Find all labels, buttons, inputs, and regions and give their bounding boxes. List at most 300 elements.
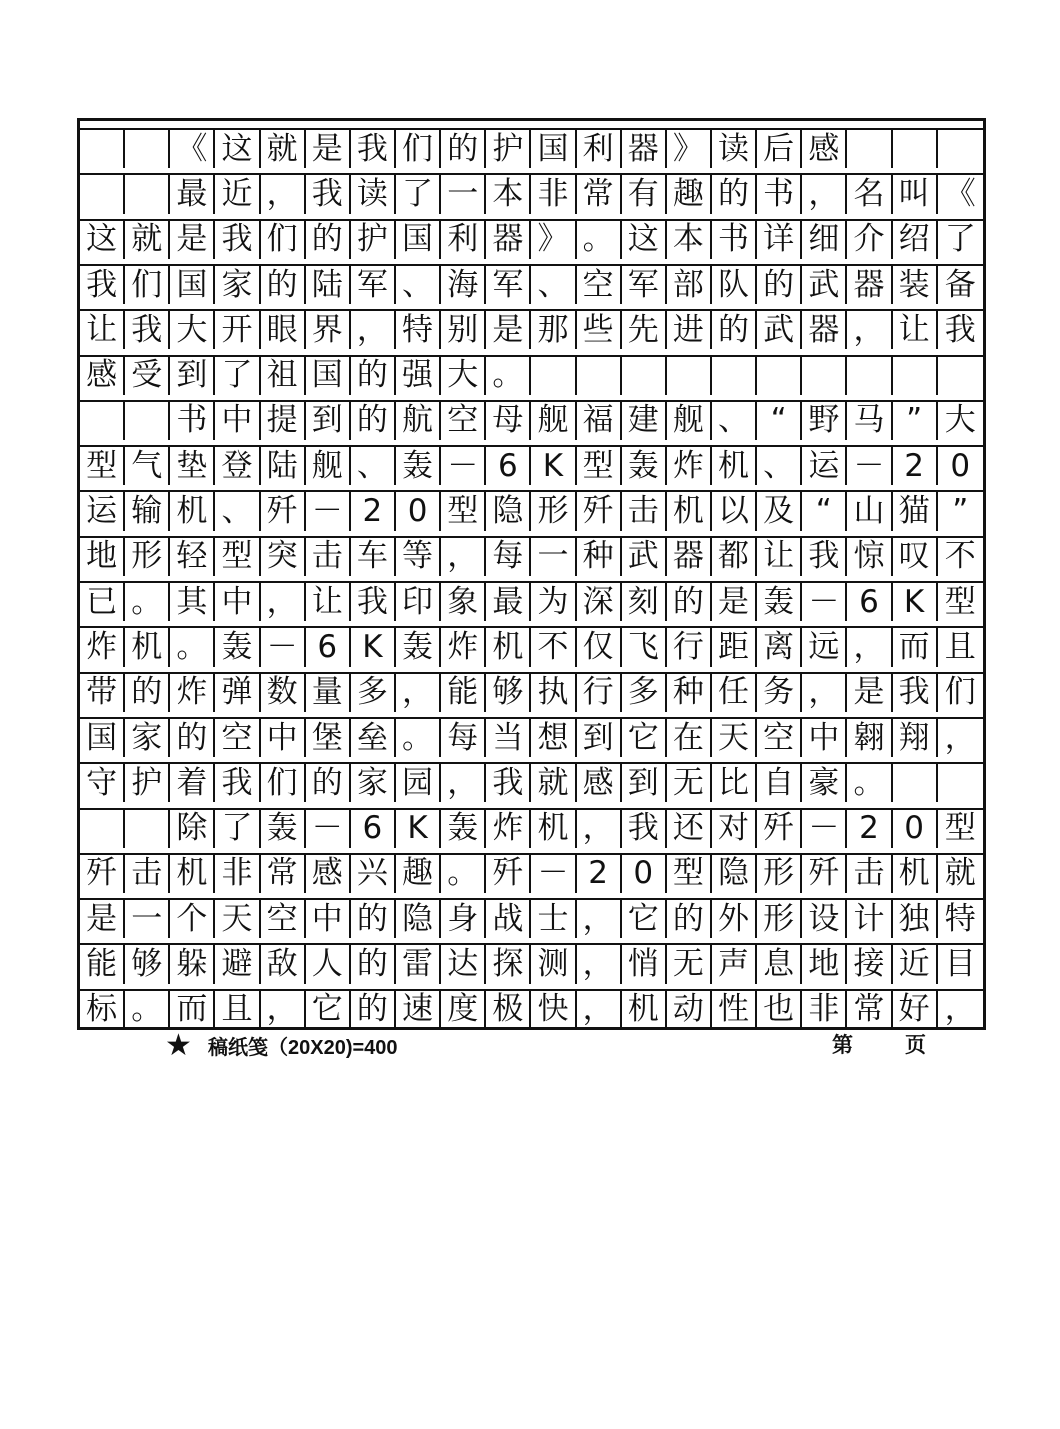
grid-cell: 歼 bbox=[261, 492, 306, 530]
grid-cell: ” bbox=[952, 493, 969, 530]
grid-cell: 国 bbox=[170, 266, 215, 304]
grid-cell: K bbox=[531, 447, 576, 485]
grid-cell: 象 bbox=[441, 583, 486, 621]
grid-cell bbox=[622, 357, 667, 395]
grid-cell: ， bbox=[577, 810, 622, 848]
grid-cell: 翔 bbox=[893, 719, 938, 757]
grid-cell: 近 bbox=[215, 175, 260, 213]
grid-row-cells bbox=[80, 581, 983, 621]
grid-cell: 兴 bbox=[351, 855, 396, 893]
grid-cell: 武 bbox=[757, 311, 802, 349]
grid-row bbox=[80, 121, 983, 166]
grid-cell: 它 bbox=[622, 900, 667, 938]
grid-cell: 士 bbox=[531, 900, 576, 938]
grid-row-cells bbox=[80, 717, 983, 757]
grid-cell: 人 bbox=[306, 945, 351, 983]
grid-cell: 国 bbox=[306, 357, 351, 395]
grid-cell: 堡 bbox=[306, 719, 351, 757]
grid-cell: 轰 bbox=[757, 583, 802, 621]
grid-row bbox=[80, 212, 983, 257]
grid-cell: 航 bbox=[396, 402, 441, 440]
grid-cell: 。 bbox=[441, 855, 486, 893]
grid-cell: 中 bbox=[261, 719, 306, 757]
grid-cell: 让 bbox=[757, 538, 802, 576]
grid-cell: 国 bbox=[531, 130, 576, 168]
grid-cell: 天 bbox=[712, 719, 757, 757]
grid-cell: 些 bbox=[577, 311, 622, 349]
grid-cell: 能 bbox=[441, 674, 486, 712]
grid-cell: 我 bbox=[802, 538, 847, 576]
grid-cell: 战 bbox=[486, 900, 531, 938]
grid-cell: 形 bbox=[531, 492, 576, 530]
grid-cell: 我 bbox=[306, 175, 351, 213]
grid-cell: 不 bbox=[531, 628, 576, 666]
grid-cell: 让 bbox=[306, 583, 351, 621]
grid-row bbox=[80, 665, 983, 710]
grid-cell: 歼 bbox=[757, 810, 802, 848]
grid-cell: 、 bbox=[531, 266, 576, 304]
grid-cell: 了 bbox=[215, 810, 260, 848]
grid-cell: 《 bbox=[170, 130, 215, 168]
grid-cell: 后 bbox=[757, 130, 802, 168]
grid-cell: 我 bbox=[80, 266, 125, 304]
grid-cell: 中 bbox=[215, 583, 260, 621]
grid-cell bbox=[80, 402, 125, 440]
grid-cell: 等 bbox=[396, 538, 441, 576]
grid-cell: 是 bbox=[306, 130, 351, 168]
grid-cell: 器 bbox=[486, 221, 531, 259]
grid-cell: 击 bbox=[125, 855, 170, 893]
grid-cell: 。 bbox=[170, 628, 215, 666]
grid-cell: 不 bbox=[944, 538, 976, 575]
grid-cell: 眼 bbox=[261, 311, 306, 349]
grid-cell bbox=[80, 130, 125, 168]
grid-row-cells bbox=[80, 173, 983, 213]
grid-row-cells bbox=[80, 309, 983, 349]
grid-cell: 非 bbox=[531, 175, 576, 213]
grid-row bbox=[80, 755, 983, 800]
grid-cell: 母 bbox=[486, 402, 531, 440]
grid-cell: 距 bbox=[712, 628, 757, 666]
grid-cell bbox=[802, 357, 847, 395]
grid-cell: 豪 bbox=[802, 764, 847, 802]
grid-row-cells bbox=[80, 536, 983, 576]
grid-cell: 、 bbox=[396, 266, 441, 304]
grid-cell: 开 bbox=[215, 311, 260, 349]
grid-cell: 中 bbox=[802, 719, 847, 757]
grid-cell: 无 bbox=[667, 945, 712, 983]
grid-cell: 它 bbox=[306, 991, 351, 1029]
grid-cell: 当 bbox=[486, 719, 531, 757]
grid-row-cells bbox=[80, 355, 983, 395]
grid-cell: 0 bbox=[622, 855, 667, 893]
grid-cell: 是 bbox=[486, 311, 531, 349]
grid-cell: 6 bbox=[351, 810, 396, 848]
grid-cell: 的 bbox=[351, 900, 396, 938]
grid-cell: ， bbox=[351, 311, 396, 349]
grid-cell: 的 bbox=[757, 266, 802, 304]
grid-cell: 利 bbox=[577, 130, 622, 168]
grid-cell: 也 bbox=[757, 991, 802, 1029]
grid-cell: 我 bbox=[351, 130, 396, 168]
grid-cell: ， bbox=[261, 175, 306, 213]
grid-cell: 别 bbox=[441, 311, 486, 349]
grid-cell: 的 bbox=[351, 945, 396, 983]
grid-cell: 特 bbox=[944, 900, 976, 937]
grid-cell: 计 bbox=[847, 900, 892, 938]
grid-row-cells bbox=[80, 400, 983, 440]
grid-cell: “ bbox=[802, 492, 847, 530]
grid-cell: 守 bbox=[80, 764, 125, 802]
grid-cell: 让 bbox=[80, 311, 125, 349]
grid-cell bbox=[667, 357, 712, 395]
grid-cell: 而 bbox=[893, 628, 938, 666]
grid-cell: 器 bbox=[847, 266, 892, 304]
grid-cell bbox=[893, 130, 938, 168]
grid-cell: 及 bbox=[757, 492, 802, 530]
grid-row bbox=[80, 302, 983, 347]
page-label-di: 第 bbox=[832, 1033, 853, 1057]
grid-cell: 标 bbox=[80, 991, 125, 1029]
grid-cell: 突 bbox=[261, 538, 306, 576]
grid-cell: 独 bbox=[893, 900, 938, 938]
grid-cell: 家 bbox=[215, 266, 260, 304]
grid-cell: 的 bbox=[712, 311, 757, 349]
grid-cell: 务 bbox=[757, 674, 802, 712]
grid-cell: 机 bbox=[170, 855, 215, 893]
grid-cell: 舰 bbox=[531, 402, 576, 440]
grid-cell: 细 bbox=[802, 221, 847, 259]
grid-cell: 够 bbox=[486, 674, 531, 712]
grid-cell: 比 bbox=[712, 764, 757, 802]
grid-cell: 是 bbox=[712, 583, 757, 621]
grid-cell bbox=[125, 130, 170, 168]
grid-cell: 空 bbox=[215, 719, 260, 757]
grid-cell: 任 bbox=[712, 674, 757, 712]
grid-cell: 歼 bbox=[486, 855, 531, 893]
grid-cell: 空 bbox=[261, 900, 306, 938]
grid-cell bbox=[80, 175, 125, 213]
grid-cell: 躲 bbox=[170, 945, 215, 983]
grid-cell: － bbox=[306, 492, 351, 530]
grid-cell: 。 bbox=[577, 221, 622, 259]
grid-cell: 这 bbox=[622, 221, 667, 259]
grid-cell: 器 bbox=[802, 311, 847, 349]
grid-cell: ， bbox=[944, 719, 976, 756]
grid-cell: 这 bbox=[80, 221, 125, 259]
grid-cell: 大 bbox=[944, 402, 976, 439]
grid-row-cells bbox=[80, 128, 983, 168]
grid-cell: 每 bbox=[486, 538, 531, 576]
grid-cell: 《 bbox=[944, 175, 976, 212]
grid-cell: ， bbox=[261, 583, 306, 621]
grid-cell: 舰 bbox=[667, 402, 712, 440]
grid-cell: － bbox=[441, 447, 486, 485]
grid-cell: ， bbox=[577, 900, 622, 938]
grid-cell: 国 bbox=[396, 221, 441, 259]
grid-cell: 详 bbox=[757, 221, 802, 259]
grid-row bbox=[80, 710, 983, 755]
grid-cell: 武 bbox=[622, 538, 667, 576]
grid-cell: 读 bbox=[712, 130, 757, 168]
grid-cell: 的 bbox=[667, 583, 712, 621]
grid-cell: 2 bbox=[893, 447, 938, 485]
grid-cell: 量 bbox=[306, 674, 351, 712]
grid-cell bbox=[125, 810, 170, 848]
grid-cell: 仅 bbox=[577, 628, 622, 666]
grid-cell: 就 bbox=[944, 855, 976, 892]
grid-cell: 多 bbox=[622, 674, 667, 712]
grid-cell: 远 bbox=[802, 628, 847, 666]
star-icon: ★ bbox=[165, 1028, 192, 1063]
grid-cell bbox=[712, 357, 757, 395]
grid-cell: 垒 bbox=[351, 719, 396, 757]
grid-cell: 野 bbox=[802, 402, 847, 440]
grid-cell: 2 bbox=[847, 810, 892, 848]
grid-cell: 快 bbox=[531, 991, 576, 1029]
grid-cell: 是 bbox=[170, 221, 215, 259]
grid-cell: 轻 bbox=[170, 538, 215, 576]
grid-cell: 轰 bbox=[396, 628, 441, 666]
grid-cell: 天 bbox=[215, 900, 260, 938]
grid-cell: 最 bbox=[486, 583, 531, 621]
grid-cell: 0 bbox=[396, 492, 441, 530]
grid-cell: 轰 bbox=[441, 810, 486, 848]
grid-cell: 行 bbox=[577, 674, 622, 712]
grid-cell: 击 bbox=[622, 492, 667, 530]
grid-cell: 感 bbox=[306, 855, 351, 893]
grid-cell: 垫 bbox=[170, 447, 215, 485]
grid-cell: 空 bbox=[757, 719, 802, 757]
grid-cell: 有 bbox=[622, 175, 667, 213]
grid-cell: 近 bbox=[893, 945, 938, 983]
grid-cell: 先 bbox=[622, 311, 667, 349]
grid-cell: 型 bbox=[441, 492, 486, 530]
grid-cell: 而 bbox=[170, 991, 215, 1029]
grid-cell: 2 bbox=[577, 855, 622, 893]
grid-row-cells bbox=[80, 762, 983, 802]
grid-row-cells bbox=[80, 490, 983, 530]
grid-cell: 行 bbox=[667, 628, 712, 666]
grid-cell: 除 bbox=[170, 810, 215, 848]
grid-cell: ， bbox=[847, 311, 892, 349]
grid-cell: 建 bbox=[622, 402, 667, 440]
grid-cell: 机 bbox=[125, 628, 170, 666]
grid-cell: 是 bbox=[847, 674, 892, 712]
grid-cell: 就 bbox=[261, 130, 306, 168]
grid-cell: 炸 bbox=[667, 447, 712, 485]
grid-cell: 速 bbox=[396, 991, 441, 1029]
grid-cell: 大 bbox=[441, 357, 486, 395]
grid-cell: 就 bbox=[125, 221, 170, 259]
grid-cell: 轰 bbox=[622, 447, 667, 485]
grid-cell: 气 bbox=[125, 447, 170, 485]
grid-cell: 设 bbox=[802, 900, 847, 938]
grid-row bbox=[80, 846, 983, 891]
grid-cell: 隐 bbox=[396, 900, 441, 938]
grid-cell: 还 bbox=[667, 810, 712, 848]
grid-cell: 个 bbox=[170, 900, 215, 938]
grid-cell: 到 bbox=[577, 719, 622, 757]
grid-cell: 、 bbox=[215, 492, 260, 530]
grid-cell: 炸 bbox=[486, 810, 531, 848]
grid-row-cells bbox=[80, 898, 983, 938]
grid-row bbox=[80, 393, 983, 438]
grid-cell: 本 bbox=[486, 175, 531, 213]
grid-cell: 6 bbox=[306, 628, 351, 666]
grid-cell: 军 bbox=[622, 266, 667, 304]
grid-row bbox=[80, 574, 983, 619]
grid-cell: 测 bbox=[531, 945, 576, 983]
grid-cell: 翱 bbox=[847, 719, 892, 757]
grid-cell bbox=[938, 764, 983, 802]
grid-cell: 它 bbox=[622, 719, 667, 757]
grid-cell: 陆 bbox=[306, 266, 351, 304]
grid-cell: 趣 bbox=[667, 175, 712, 213]
grid-cell: 种 bbox=[667, 674, 712, 712]
grid-cell: 。 bbox=[125, 583, 170, 621]
grid-cell: 装 bbox=[893, 266, 938, 304]
grid-cell: 空 bbox=[441, 402, 486, 440]
grid-cell: 息 bbox=[757, 945, 802, 983]
grid-cell bbox=[531, 357, 576, 395]
grid-cell: 书 bbox=[712, 221, 757, 259]
grid-cell: 利 bbox=[441, 221, 486, 259]
grid-cell: 的 bbox=[351, 402, 396, 440]
grid-cell: 机 bbox=[667, 492, 712, 530]
grid-cell bbox=[893, 357, 938, 395]
grid-cell: 在 bbox=[667, 719, 712, 757]
grid-cell: K bbox=[396, 810, 441, 848]
grid-cell: 机 bbox=[712, 447, 757, 485]
grid-cell: 且 bbox=[215, 991, 260, 1029]
grid-cell: 感 bbox=[802, 130, 847, 168]
grid-cell: 机 bbox=[893, 855, 938, 893]
grid-row bbox=[80, 166, 983, 211]
grid-cell: 常 bbox=[847, 991, 892, 1029]
grid-cell: 的 bbox=[351, 357, 396, 395]
grid-cell: 的 bbox=[306, 221, 351, 259]
grid-cell: 0 bbox=[893, 810, 938, 848]
grid-cell: 悄 bbox=[622, 945, 667, 983]
grid-row bbox=[80, 438, 983, 483]
grid-cell: 机 bbox=[531, 810, 576, 848]
grid-cell: 一 bbox=[441, 175, 486, 213]
grid-cell bbox=[938, 357, 983, 395]
grid-cell: 器 bbox=[667, 538, 712, 576]
grid-cell: 轰 bbox=[261, 810, 306, 848]
grid-cell: 的 bbox=[351, 991, 396, 1029]
grid-cell: 歼 bbox=[802, 855, 847, 893]
grid-cell: 护 bbox=[486, 130, 531, 168]
grid-cell: 我 bbox=[125, 311, 170, 349]
grid-cell: 的 bbox=[712, 175, 757, 213]
grid-cell: 身 bbox=[441, 900, 486, 938]
grid-cell: 家 bbox=[125, 719, 170, 757]
grid-cell: 隐 bbox=[486, 492, 531, 530]
grid-cell: 绍 bbox=[893, 221, 938, 259]
grid-cell: 车 bbox=[351, 538, 396, 576]
grid-cell: 为 bbox=[531, 583, 576, 621]
paper-spec-label: 稿纸笺（20X20)=400 bbox=[208, 1037, 398, 1059]
grid-cell: 书 bbox=[757, 175, 802, 213]
grid-row bbox=[80, 257, 983, 302]
grid-cell: 轰 bbox=[396, 447, 441, 485]
grid-cell: 的 bbox=[306, 764, 351, 802]
grid-cell: 中 bbox=[215, 402, 260, 440]
grid-cell: 。 bbox=[847, 764, 892, 802]
grid-cell: 以 bbox=[712, 492, 757, 530]
grid-cell: 目 bbox=[944, 946, 976, 983]
grid-cell: 自 bbox=[757, 764, 802, 802]
grid-cell: 执 bbox=[531, 674, 576, 712]
grid-cell: 炸 bbox=[441, 628, 486, 666]
grid-cell: 达 bbox=[441, 945, 486, 983]
grid-cell: 炸 bbox=[170, 674, 215, 712]
grid-cell: 们 bbox=[125, 266, 170, 304]
grid-cell: 机 bbox=[622, 991, 667, 1029]
grid-cell: 击 bbox=[847, 855, 892, 893]
grid-cell: 队 bbox=[712, 266, 757, 304]
grid-cell: 我 bbox=[622, 810, 667, 848]
grid-cell: 性 bbox=[712, 991, 757, 1029]
grid-cell: ， bbox=[944, 991, 976, 1028]
grid-cell: 特 bbox=[396, 311, 441, 349]
grid-row bbox=[80, 529, 983, 574]
grid-cell: 机 bbox=[170, 492, 215, 530]
grid-cell: － bbox=[802, 583, 847, 621]
grid-cell: 登 bbox=[215, 447, 260, 485]
grid-cell: 空 bbox=[577, 266, 622, 304]
grid-cell: 惊 bbox=[847, 538, 892, 576]
grid-cell: 了 bbox=[215, 357, 260, 395]
grid-cell: 名 bbox=[847, 175, 892, 213]
footer bbox=[0, 1000, 1060, 1063]
grid-cell: 了 bbox=[944, 221, 976, 258]
grid-cell: 常 bbox=[577, 175, 622, 213]
grid-cell: 大 bbox=[170, 311, 215, 349]
grid-cell bbox=[125, 175, 170, 213]
grid-cell: 接 bbox=[847, 945, 892, 983]
grid-cell: 、 bbox=[351, 447, 396, 485]
grid-cell: 。 bbox=[396, 719, 441, 757]
grid-cell: 运 bbox=[802, 447, 847, 485]
grid-cell: － bbox=[802, 810, 847, 848]
grid-cell: 们 bbox=[944, 674, 976, 711]
grid-cell: 型 bbox=[944, 810, 976, 847]
grid-cell: ， bbox=[577, 945, 622, 983]
grid-cell: － bbox=[847, 447, 892, 485]
grid-cell: 弹 bbox=[215, 674, 260, 712]
grid-cell: 0 bbox=[950, 447, 971, 484]
grid-cell: 中 bbox=[306, 900, 351, 938]
grid-cell: 》 bbox=[531, 221, 576, 259]
grid-cell: 运 bbox=[80, 492, 125, 530]
grid-cell: ” bbox=[893, 402, 938, 440]
grid-cell: 读 bbox=[351, 175, 396, 213]
grid-cell: 多 bbox=[351, 674, 396, 712]
grid-cell: 、 bbox=[712, 402, 757, 440]
grid-cell: 形 bbox=[757, 855, 802, 893]
grid-cell: 机 bbox=[486, 628, 531, 666]
grid-cell: 本 bbox=[667, 221, 712, 259]
grid-cell: 最 bbox=[170, 175, 215, 213]
grid-cell: 歼 bbox=[577, 492, 622, 530]
grid-row-cells bbox=[80, 219, 983, 259]
grid-cell: 们 bbox=[261, 221, 306, 259]
grid-cell: “ bbox=[757, 402, 802, 440]
grid-cell: 强 bbox=[396, 357, 441, 395]
